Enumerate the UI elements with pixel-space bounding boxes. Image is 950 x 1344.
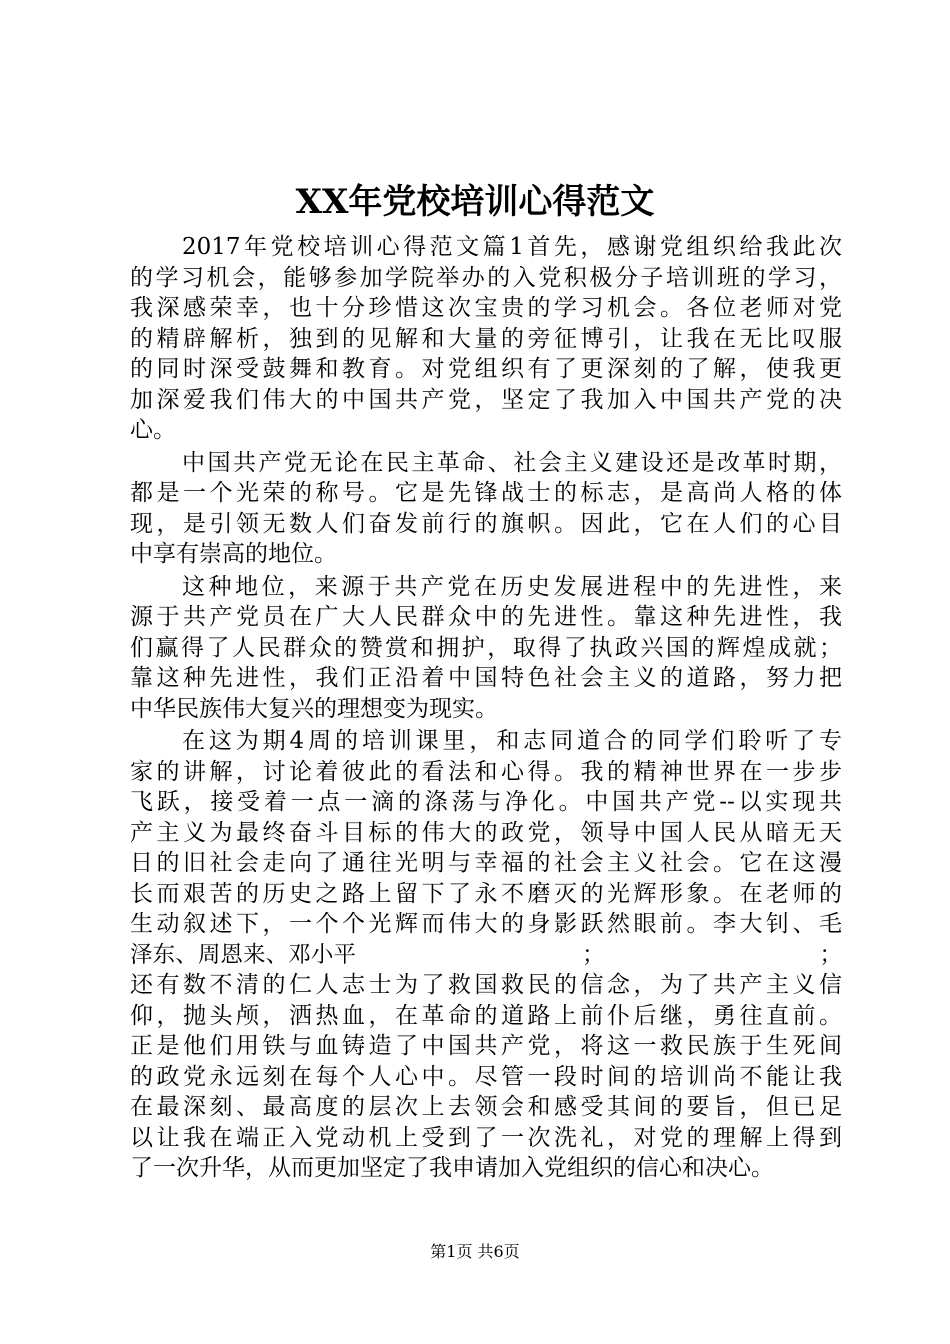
text-line: 在最深刻、最高度的层次上去领会和感受其间的要旨，但已足 xyxy=(130,1094,842,1120)
text-line: 正是他们用铁与血铸造了中国共产党，将这一救民族于生死间 xyxy=(130,1033,842,1059)
text-line: 们赢得了人民群众的赞赏和拥护，取得了执政兴国的辉煌成就； xyxy=(130,634,842,661)
paragraph xyxy=(130,572,842,725)
text-line: 生动叙述下，一个个光辉而伟大的身影跃然眼前。李大钊、毛 xyxy=(130,911,842,937)
document-title: XX年党校培训心得范文 xyxy=(295,182,655,222)
text-line: 产主义为最终奋斗目标的伟大的政党，领导中国人民从暗无天 xyxy=(130,819,842,846)
page-footer: 第1页 共6页 xyxy=(430,1242,520,1261)
text-line: 心。 xyxy=(130,417,176,443)
text-line: 都是一个光荣的称号。它是先锋战士的标志，是高尚人格的体 xyxy=(130,480,842,506)
paragraph xyxy=(130,726,842,1184)
paragraph xyxy=(130,232,842,446)
text-line: 飞跃，接受着一点一滴的涤荡与净化。中国共产党--以实现共 xyxy=(130,789,842,815)
text-line: 家的讲解，讨论着彼此的看法和心得。我的精神世界在一步步 xyxy=(130,758,842,785)
text-line: 在这为期4周的培训课里，和志同道合的同学们聆听了专 xyxy=(182,728,842,754)
text-line: 的政党永远刻在每个人心中。尽管一段时间的培训尚不能让我 xyxy=(130,1063,842,1090)
text-line: 现，是引领无数人们奋发前行的旗帜。因此，它在人们的心目 xyxy=(130,510,842,537)
text-line: 加深爱我们伟大的中国共产党，坚定了我加入中国共产党的决 xyxy=(130,386,842,413)
text-line: 长而艰苦的历史之路上留下了永不磨灭的光辉形象。在老师的 xyxy=(130,880,842,907)
text-line: 日的旧社会走向了通往光明与幸福的社会主义社会。它在这漫 xyxy=(130,850,842,876)
text-line: 2017年党校培训心得范文篇1首先，感谢党组织给我此次 xyxy=(182,234,842,260)
text-line: 中国共产党无论在民主革命、社会主义建设还是改革时期， xyxy=(182,449,842,476)
text-line: 源于共产党员在广大人民群众中的先进性。靠这种先进性，我 xyxy=(130,604,842,630)
text-line: 泽东、周恩来、邓小平 ； ； xyxy=(130,941,842,968)
text-line: 的同时深受鼓舞和教育。对党组织有了更深刻的了解，使我更 xyxy=(130,356,842,382)
text-line: 这种地位，来源于共产党在历史发展进程中的先进性，来 xyxy=(182,573,842,600)
text-line: 了一次升华，从而更加坚定了我申请加入党组织的信心和决心。 xyxy=(130,1155,774,1181)
paragraph xyxy=(130,448,842,570)
document-body xyxy=(130,232,842,1184)
text-line: 还有数不清的仁人志士为了救国救民的信念，为了共产主义信 xyxy=(130,972,842,998)
text-line: 靠这种先进性，我们正沿着中国特色社会主义的道路，努力把 xyxy=(130,665,842,691)
text-line: 以让我在端正入党动机上受到了一次洗礼，对党的理解上得到 xyxy=(130,1124,842,1151)
text-line: 仰，抛头颅，洒热血，在革命的道路上前仆后继，勇往直前。 xyxy=(130,1002,842,1029)
text-line: 的学习机会，能够参加学院举办的入党积极分子培训班的学习， xyxy=(130,264,842,291)
text-line: 我深感荣幸，也十分珍惜这次宝贵的学习机会。各位老师对党 xyxy=(130,295,842,321)
text-line: 中享有崇高的地位。 xyxy=(130,541,337,567)
text-line: 中华民族伟大复兴的理想变为现实。 xyxy=(130,695,498,722)
text-line: 的精辟解析，独到的见解和大量的旁征博引，让我在无比叹服 xyxy=(130,325,842,352)
